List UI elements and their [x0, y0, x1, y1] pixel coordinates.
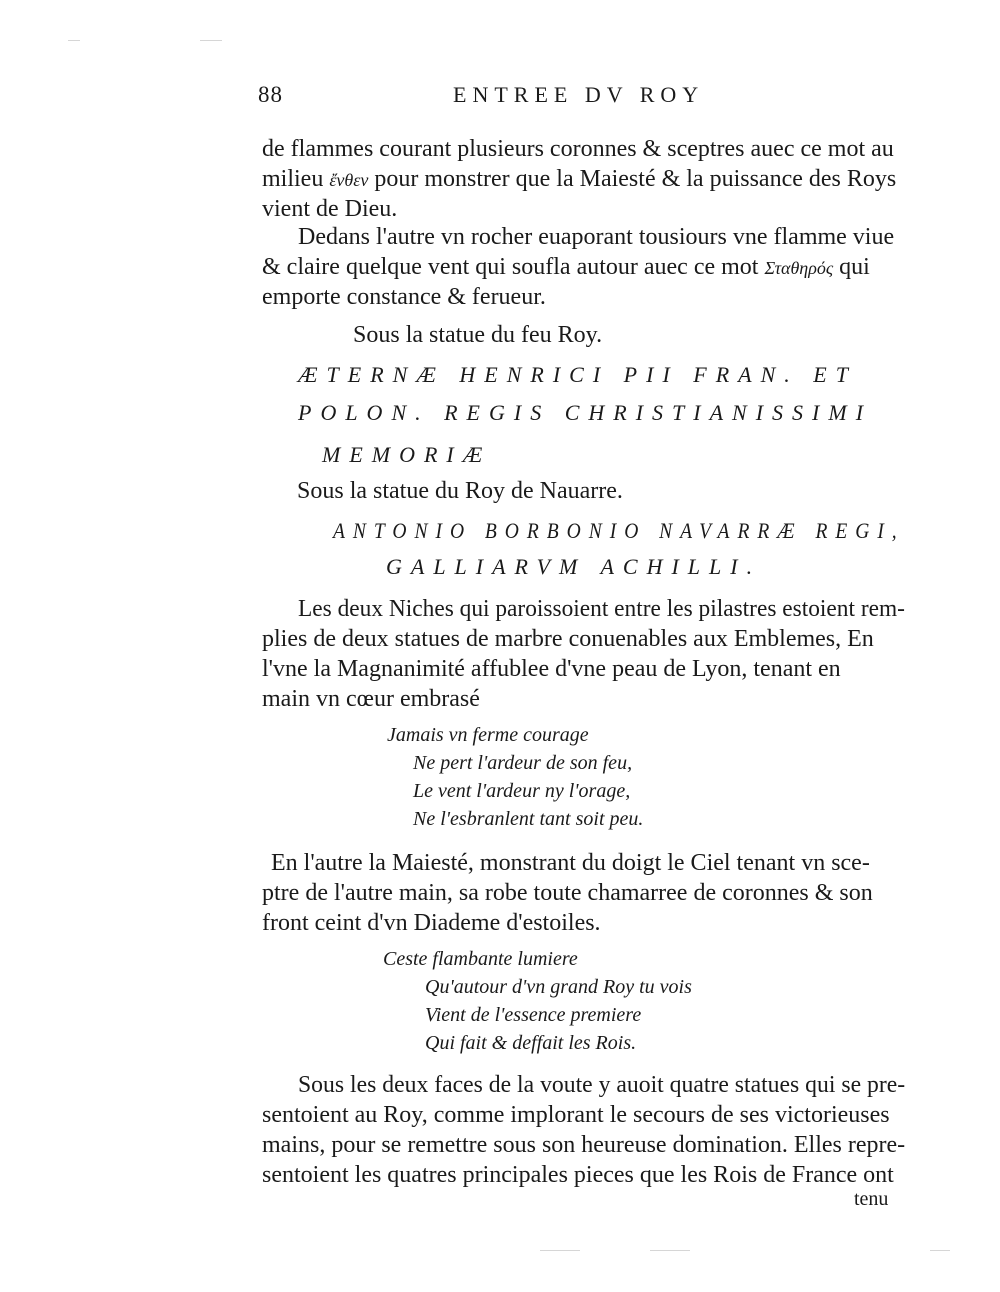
text-fragment: milieu: [262, 166, 330, 192]
text-line: vient de Dieu.: [262, 196, 398, 222]
verse-line: Ne pert l'ardeur de son feu,: [413, 752, 633, 774]
text-line: emporte constance & ferueur.: [262, 284, 546, 310]
text-line: [262, 252, 870, 283]
text-line: sentoient les quatres principales pieces que les Rois de France ont: [262, 1162, 894, 1188]
catchword: tenu: [854, 1188, 889, 1210]
scan-mark: [68, 40, 80, 41]
text-line: de flammes courant plusieurs coronnes & sceptres auec ce mot au: [262, 136, 894, 162]
text-line: l'vne la Magnanimité affublee d'vne peau de Lyon, tenant en: [262, 656, 841, 682]
greek-word: ἔνθεν: [329, 170, 369, 190]
verse-line: Ceste flambante lumiere: [383, 948, 578, 970]
verse-line: Qui fait & deffait les Rois.: [425, 1032, 637, 1054]
text-fragment: qui: [833, 254, 870, 280]
page-header: [258, 82, 908, 112]
latin-inscription: ÆTERNÆ HENRICI PII FRAN. ET: [298, 362, 857, 387]
verse-line: Le vent l'ardeur ny l'orage,: [413, 780, 631, 802]
statue-caption: Sous la statue du Roy de Nauarre.: [297, 478, 623, 504]
text-line: [262, 164, 896, 195]
text-line: Les deux Niches qui paroissoient entre les pilastres estoient rem-: [298, 596, 905, 622]
statue-caption: Sous la statue du feu Roy.: [353, 322, 603, 348]
latin-inscription: GALLIARVM ACHILLI.: [386, 554, 762, 579]
greek-word: Σταθηρός: [764, 258, 834, 278]
text-line: sentoient au Roy, comme implorant le secours de ses victorieuses: [262, 1102, 890, 1128]
text-line: ptre de l'autre main, sa robe toute chamarree de coronnes & son: [262, 880, 873, 906]
verse-line: Vient de l'essence premiere: [425, 1004, 642, 1026]
latin-inscription: ANTONIO BORBONIO NAVARRÆ REGI,: [333, 518, 905, 543]
verse-line: Ne l'esbranlent tant soit peu.: [413, 808, 644, 830]
text-line: Dedans l'autre vn rocher euaporant tousiours vne flamme viue: [298, 224, 895, 250]
verse-line: Jamais vn ferme courage: [387, 724, 589, 746]
text-fragment: & claire quelque vent qui soufla autour auec ce mot: [262, 254, 765, 280]
verse-line: Qu'autour d'vn grand Roy tu vois: [425, 976, 692, 998]
latin-inscription: MEMORIÆ: [322, 442, 492, 467]
text-fragment: pour monstrer que la Maiesté & la puissance des Roys: [368, 166, 897, 192]
latin-inscription: POLON. REGIS CHRISTIANISSIMI: [298, 400, 873, 425]
scan-mark: [540, 1250, 580, 1251]
running-head: ENTREE DV ROY: [453, 82, 705, 107]
scan-mark: [930, 1250, 950, 1251]
scan-mark: [200, 40, 222, 41]
text-line: mains, pour se remettre sous son heureuse domination. Elles repre-: [262, 1132, 906, 1158]
text-line: plies de deux statues de marbre conuenables aux Emblemes, En: [262, 626, 874, 652]
text-line: front ceint d'vn Diademe d'estoiles.: [262, 910, 601, 936]
text-line: main vn cœur embrasé: [262, 686, 480, 712]
scan-mark: [650, 1250, 690, 1251]
page-number: 88: [258, 82, 283, 107]
text-line: Sous les deux faces de la voute y auoit quatre statues qui se pre-: [298, 1072, 906, 1098]
text-line: En l'autre la Maiesté, monstrant du doigt le Ciel tenant vn sce-: [271, 850, 870, 876]
